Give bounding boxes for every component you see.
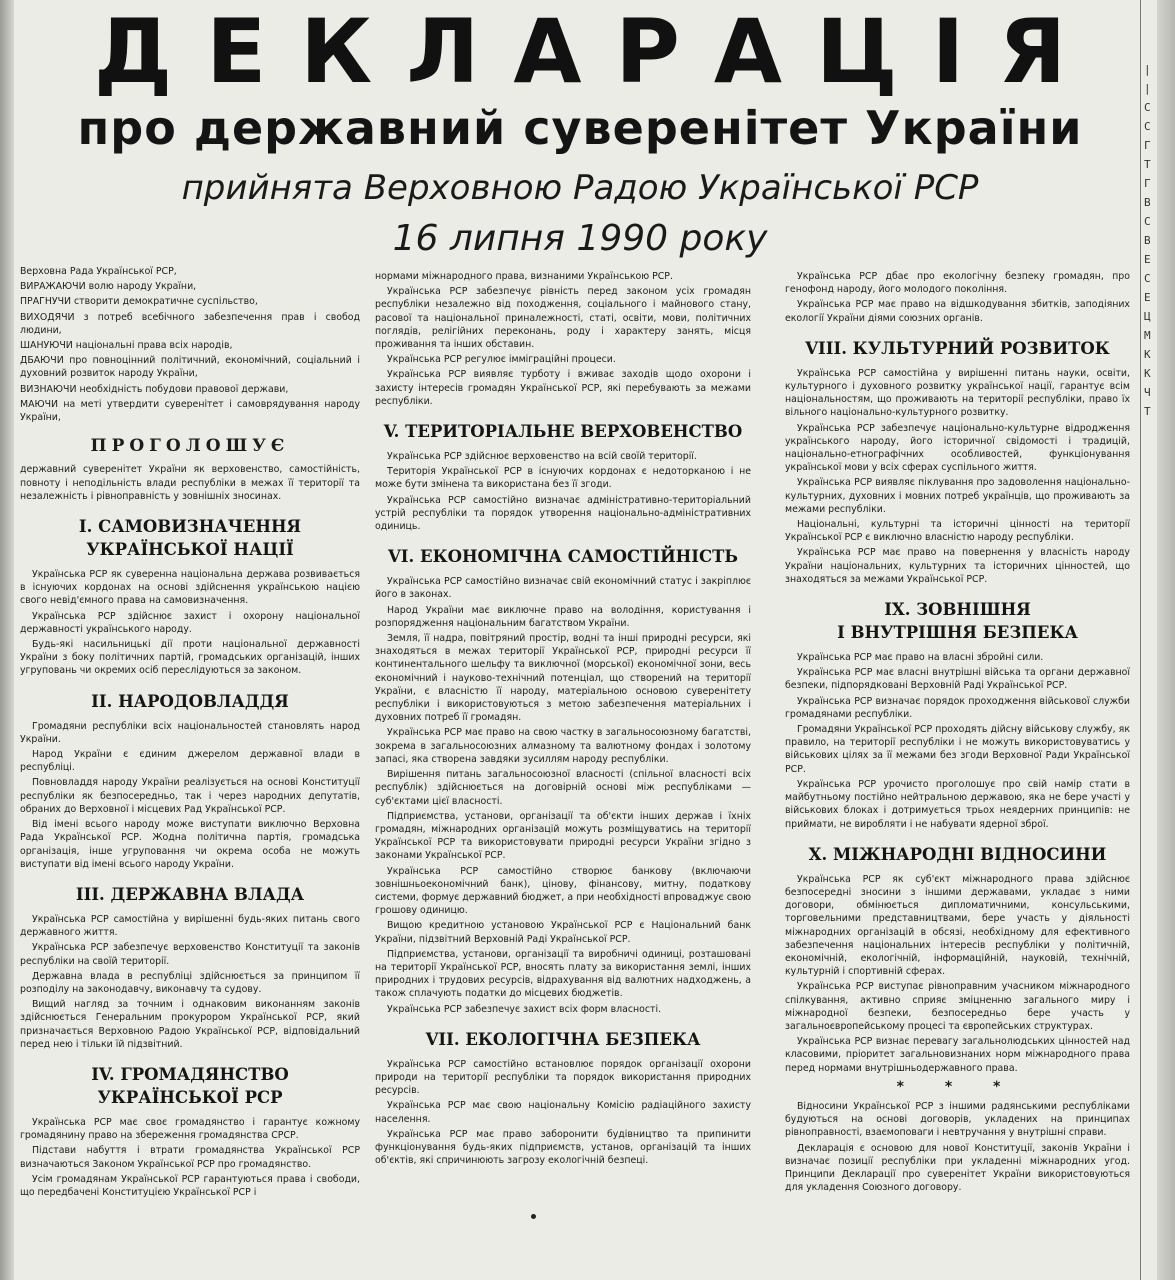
section-8-title: VIII. КУЛЬТУРНИЙ РОЗВИТОК bbox=[805, 338, 1110, 358]
edge-letter: К bbox=[1144, 367, 1151, 380]
paragraph: Підприємства, установи, організації та об'єкти інших держав і їхніх громадян, міжнародних організацій можуть розміщуватись на території Української РСР та використовувати природні ресурси України згідно з законами Української РСР. bbox=[375, 810, 751, 862]
paragraph: Українська РСР має свою національну Комісію радіаційного захисту населення. bbox=[375, 1100, 751, 1125]
edge-letter: Г bbox=[1144, 177, 1151, 190]
paragraph: Українська РСР виявляє піклування про задоволення національно-культурних, духовних і мовних потреб українців, що проживають за межами республіки. bbox=[785, 477, 1130, 515]
section-5-title: V. ТЕРИТОРІАЛЬНЕ ВЕРХОВЕНСТВО bbox=[383, 422, 743, 442]
section-9-title-a: IX. ЗОВНІШНЯ bbox=[884, 600, 1031, 620]
edge-letter: С bbox=[1144, 215, 1151, 228]
edge-letter: Е bbox=[1144, 291, 1151, 304]
paragraph: Українська РСР самостійно визначає свій економічний статус і закріплює його в законах. bbox=[375, 576, 751, 601]
paragraph: нормами міжнародного права, визнаними Українською РСР. bbox=[375, 271, 673, 282]
paragraph: Українська РСР здійснює захист і охорону національної державності українського народу. bbox=[20, 610, 360, 635]
paragraph: Українська РСР має своє громадянство і гарантує кожному громадянину право на збереження громадянства СРСР. bbox=[20, 1116, 360, 1142]
paragraph: Територія Української РСР в існуючих кордонах є недоторканою і не може бути змінена та використана без її згоди. bbox=[375, 466, 751, 491]
paragraph: Українська РСР має право на власні збройні сили. bbox=[797, 652, 1044, 664]
paragraph: Вищий нагляд за точним і однаковим виконанням законів здійснюється Генеральним прокурором Української РСР, який призначається Верховною Радою Української РСР, відповідальний перед нею і тільки їй підзвітний. bbox=[20, 999, 360, 1050]
paragraph: Громадяни Української РСР проходять дійсну військову службу, як правило, на території республіки і не можуть використовуватись у військових цілях за її межами без згоди Верховної Ради Української РСР. bbox=[785, 724, 1130, 775]
paragraph: Українська РСР самостійно встановлює порядок організації охорони природи на території республіки та порядок використання природних ресурсів. bbox=[375, 1058, 751, 1097]
paragraph: Українська РСР має право на відшкодування збитків, заподіяних екології України діями союзних органів. bbox=[785, 299, 1130, 324]
section-1-title-b: УКРАЇНСЬКОЇ НАЦІЇ bbox=[86, 540, 294, 560]
column-end-mark bbox=[531, 1214, 536, 1219]
edge-letter: Г bbox=[1144, 139, 1151, 152]
paragraph: Українська РСР виступає рівноправним учасником міжнародного спілкування, активно сприяє зміцненню загального миру і міжнародної безпеки, безпосередньо бере участь у загальноєвропейському процесі та європейських структурах. bbox=[785, 981, 1130, 1032]
text-column-2 bbox=[375, 270, 751, 1275]
paragraph: Українська РСР самостійна у вирішенні питань науки, освіти, культурного і духовного розвитку української нації, гарантує всім національностям, що проживають на території республіки, право їх вільного національно-культурного розвитку. bbox=[785, 367, 1130, 419]
paragraph: Українська РСР забезпечує захист всіх форм власності. bbox=[387, 1003, 662, 1015]
preamble-line: ДБАЮЧИ про повноцінний політичний, економічний, соціальний і духовний розвиток народу України, bbox=[20, 355, 360, 380]
paragraph: Українська РСР має власні внутрішні війська та органи державної безпеки, підпорядковані Верховній Раді Української РСР. bbox=[785, 667, 1130, 692]
section-9-title-b: І ВНУТРІШНЯ БЕЗПЕКА bbox=[837, 623, 1078, 643]
preamble-line: ШАНУЮЧИ національні права всіх народів, bbox=[20, 340, 233, 352]
edge-letter: В bbox=[1144, 196, 1151, 209]
edge-letter: С bbox=[1144, 101, 1151, 114]
paragraph: Будь-які насильницькі дії проти національної державності України з боку політичних партій, громадських організацій, інших угруповань чи окремих осіб переслідуються за законом. bbox=[20, 639, 360, 677]
preamble-line: ВИРАЖАЮЧИ волю народу України, bbox=[20, 281, 197, 293]
section-10-title: X. МІЖНАРОДНІ ВІДНОСИНИ bbox=[808, 844, 1107, 864]
section-heading bbox=[785, 598, 1130, 644]
section-separator: * * * bbox=[896, 1078, 1019, 1095]
paragraph: Українська РСР як суверенна національна держава розвивається в існуючих кордонах на основі здійснення українською нацією свого невід'ємного права на самовизначення. bbox=[20, 569, 360, 607]
preamble-line: Верховна Рада Української РСР, bbox=[20, 266, 177, 277]
proclaims-text: державний суверенітет України як верховенство, самостійність, повноту і неподільність влади республіки в межах її території та незалежність і рівноправність у зовнішніх зносинах. bbox=[20, 464, 360, 502]
section-7-title: VII. ЕКОЛОГІЧНА БЕЗПЕКА bbox=[425, 1029, 701, 1049]
paragraph: Українська РСР здійснює верховенство на всій своїй території. bbox=[387, 451, 697, 463]
paragraph: Народ України має виключне право на володіння, користування і розпорядження національним багатством України. bbox=[375, 604, 751, 629]
paragraph: Українська РСР самостійно створює банкову (включаючи зовнішньоекономічний банк), цінову, фінансову, митну, податкову системи, формує державний бюджет, а при необхідності впроваджує свою грошову одиницю. bbox=[375, 865, 751, 917]
text-column-3 bbox=[785, 270, 1130, 1275]
paragraph: Українська РСР урочисто проголошує про свій намір стати в майбутньому постійно нейтральною державою, яка не бере участі у військових блоках і дотримується трьох неядерних принципів: не приймати, не виробляти і не набувати ядерної зброї. bbox=[785, 778, 1130, 830]
page-left-edge bbox=[0, 0, 14, 1280]
edge-letter: С bbox=[1144, 120, 1151, 133]
paragraph: Декларація є основою для нової Конституції, законів України і визначає позиції республіки при укладенні міжнародних угод. Принципи Декларації про суверенітет України використовуються для укладення Союзного договору. bbox=[785, 1142, 1130, 1194]
edge-letter: С bbox=[1144, 272, 1151, 285]
paragraph: Українська РСР як суб'єкт міжнародного права здійснює безпосередні зносини з іншими державами, укладає з ними договори, обмінюється дипломатичними, консульськими, торговельними представництвами, бере участь у діяльності міжнародних організацій в обсязі, необхідному для ефективного забезпечення національних інтересів республіки у політичній, економічній, екологічній, інформаційній, науковій, технічній, культурній і спортивній сферах. bbox=[785, 873, 1130, 978]
edge-letter: | bbox=[1144, 63, 1151, 76]
paragraph: Земля, її надра, повітряний простір, водні та інші природні ресурси, які знаходяться в межах території Української РСР, природні ресурси її континентального шельфу та виключної (морської) економічної зони, весь економічний і науково-технічний потенціал, що створений на території України, є власністю її народу, матеріальною основою суверенітету республіки і використовуються з метою забезпечення матеріальних і духовних потреб її громадян. bbox=[375, 633, 751, 724]
paragraph: Від імені всього народу може виступати виключно Верховна Рада Української РСР. Жодна політична партія, громадська організація, інше угруповання чи окрема особа не можуть виступати від імені всього народу України. bbox=[20, 819, 360, 870]
paragraph: Українська РСР має право на повернення у власність народу України національних, культурних та історичних цінностей, що знаходяться за межами Української РСР. bbox=[785, 547, 1130, 585]
column-rule bbox=[1140, 0, 1141, 1280]
paragraph: Підприємства, установи, організації та виробничі одиниці, розташовані на території Української РСР, вносять плату за використання землі, інших природних і трудових ресурсів, відрахування від валютних надходжень, а також сплачують податки до місцевих бюджетів. bbox=[375, 948, 751, 1000]
paragraph: Українська РСР регулює імміграційні процеси. bbox=[387, 354, 616, 366]
paragraph: Українська РСР має право заборонити будівництво та припинити функціонування будь-яких підприємств, установ, організацій та інших об'єктів, які спричинюють загрозу екологічній безпеці. bbox=[375, 1128, 751, 1167]
paragraph: Українська РСР самостійно визначає адміністративно-територіальний устрій республіки та порядок утворення національно-адміністративних одиниць. bbox=[375, 494, 751, 533]
paragraph: Народ України є єдиним джерелом державної влади в республіці. bbox=[20, 749, 360, 774]
edge-letter: В bbox=[1144, 234, 1151, 247]
paragraph: Державна влада в республіці здійснюється за принципом її розподілу на законодавчу, виконавчу та судову. bbox=[20, 970, 360, 995]
preamble-line: ВИХОДЯЧИ з потреб всебічного забезпечення прав і свобод людини, bbox=[20, 311, 360, 336]
paragraph: Відносини Української РСР з іншими радянськими республіками будуються на основі договорів, укладених на принципах рівноправності, взаємоповаги і невтручання у внутрішні справи. bbox=[785, 1100, 1130, 1139]
paragraph: Українська РСР виявляє турботу і вживає заходів щодо охорони і захисту інтересів громадян Української РСР, які перебувають за межами республіки. bbox=[375, 369, 751, 407]
paragraph: Українська РСР має право на свою частку в загальносоюзному багатстві, зокрема в загальносоюзних алмазному та валютному фондах і золотому запасі, яка створена завдяки зусиллям народу республіки. bbox=[375, 727, 751, 765]
paragraph: Українська РСР визнає перевагу загальнолюдських цінностей над класовими, пріоритет загальновизнаних норм міжнародного права перед нормами внутрішньодержавного права. bbox=[785, 1036, 1130, 1074]
paragraph: Усім громадянам Української РСР гарантуються права і свободи, що передбачені Конституцією Української РСР і bbox=[20, 1173, 360, 1198]
adoption-line: прийнята Верховною Радою Української РСР bbox=[181, 168, 979, 208]
preamble-line: ПРАГНУЧИ створити демократичне суспільство, bbox=[20, 296, 258, 308]
edge-letter: Т bbox=[1144, 405, 1151, 418]
paragraph: Українська РСР визначає порядок проходження військової служби громадянами республіки. bbox=[785, 695, 1130, 720]
paragraph: Українська РСР дбає про екологічну безпеку громадян, про генофонд народу, його молодого покоління. bbox=[785, 271, 1130, 296]
section-6-title: VI. ЕКОНОМІЧНА САМОСТІЙНІСТЬ bbox=[387, 547, 738, 567]
paragraph: Українська РСР забезпечує верховенство Конституції та законів республіки на своїй території. bbox=[20, 942, 360, 967]
paragraph: Вищою кредитною установою Української РСР є Національний банк України, підзвітний Верховній Раді Української РСР. bbox=[375, 920, 751, 945]
section-3-title: ІІІ. ДЕРЖАВНА ВЛАДА bbox=[75, 884, 305, 904]
paragraph: Національні, культурні та історичні цінності на території Української РСР є виключно власністю народу республіки. bbox=[785, 519, 1130, 544]
section-4-title: IV. ГРОМАДЯНСТВО УКРАЇНСЬКОЇ РСР bbox=[91, 1064, 289, 1107]
preamble-line: ВИЗНАЮЧИ необхідність побудови правової держави, bbox=[20, 383, 289, 395]
paragraph: Українська РСР забезпечує національно-культурне відродження українського народу, його історичної свідомості і традицій, національно-етнографічних особливостей, функціонування української мови у всіх сферах суспільного життя. bbox=[785, 422, 1130, 474]
section-heading bbox=[20, 515, 360, 561]
text-column-1 bbox=[20, 265, 360, 1275]
edge-letter: | bbox=[1144, 82, 1151, 95]
section-2-title: ІІ. НАРОДОВЛАДДЯ bbox=[91, 691, 289, 711]
paragraph: Підстави набуття і втрати громадянства Української РСР визначаються Законом Української РСР про громадянство. bbox=[20, 1145, 360, 1170]
edge-letter: Т bbox=[1144, 158, 1151, 171]
declaration-subtitle: про державний суверенітет України bbox=[77, 101, 1083, 155]
edge-letter: К bbox=[1144, 348, 1151, 361]
section-1-title-a: І. САМОВИЗНАЧЕННЯ bbox=[78, 517, 302, 537]
edge-letter: Ч bbox=[1144, 386, 1151, 399]
declaration-title: ДЕКЛАРАЦІЯ bbox=[93, 0, 1101, 103]
paragraph: Повновладдя народу України реалізується на основі Конституції республіки як безпосередньо, так і через народних депутатів, обраних до Верховної і місцевих Рад Української РСР. bbox=[20, 777, 360, 815]
paragraph: Українська РСР забезпечує рівність перед законом усіх громадян республіки незалежно від походження, соціального і майнового стану, расової та національної приналежності, статі, освіти, мови, політичних поглядів, релігійних переконань, роду і характеру занять, місця проживання та інших обставин. bbox=[375, 286, 751, 351]
preamble-line: МАЮЧИ на меті утвердити суверенітет і самоврядування народу України, bbox=[20, 398, 360, 424]
adoption-date: 16 липня 1990 року bbox=[392, 218, 768, 259]
paragraph: Громадяни республіки всіх національностей становлять народ України. bbox=[20, 720, 360, 745]
adjacent-page-strip bbox=[1144, 60, 1170, 421]
paragraph: Вирішення питань загальносоюзної власності (спільної власності всіх республік) здійснюється на договірній основі між республіками — суб'єктами цієї власності. bbox=[375, 769, 751, 807]
proclaims-heading: ПРОГОЛОШУЄ bbox=[90, 436, 290, 457]
edge-letter: Ц bbox=[1144, 310, 1151, 323]
edge-letter: М bbox=[1144, 329, 1151, 342]
edge-letter: Е bbox=[1144, 253, 1151, 266]
paragraph: Українська РСР самостійна у вирішенні будь-яких питань свого державного життя. bbox=[20, 913, 360, 939]
